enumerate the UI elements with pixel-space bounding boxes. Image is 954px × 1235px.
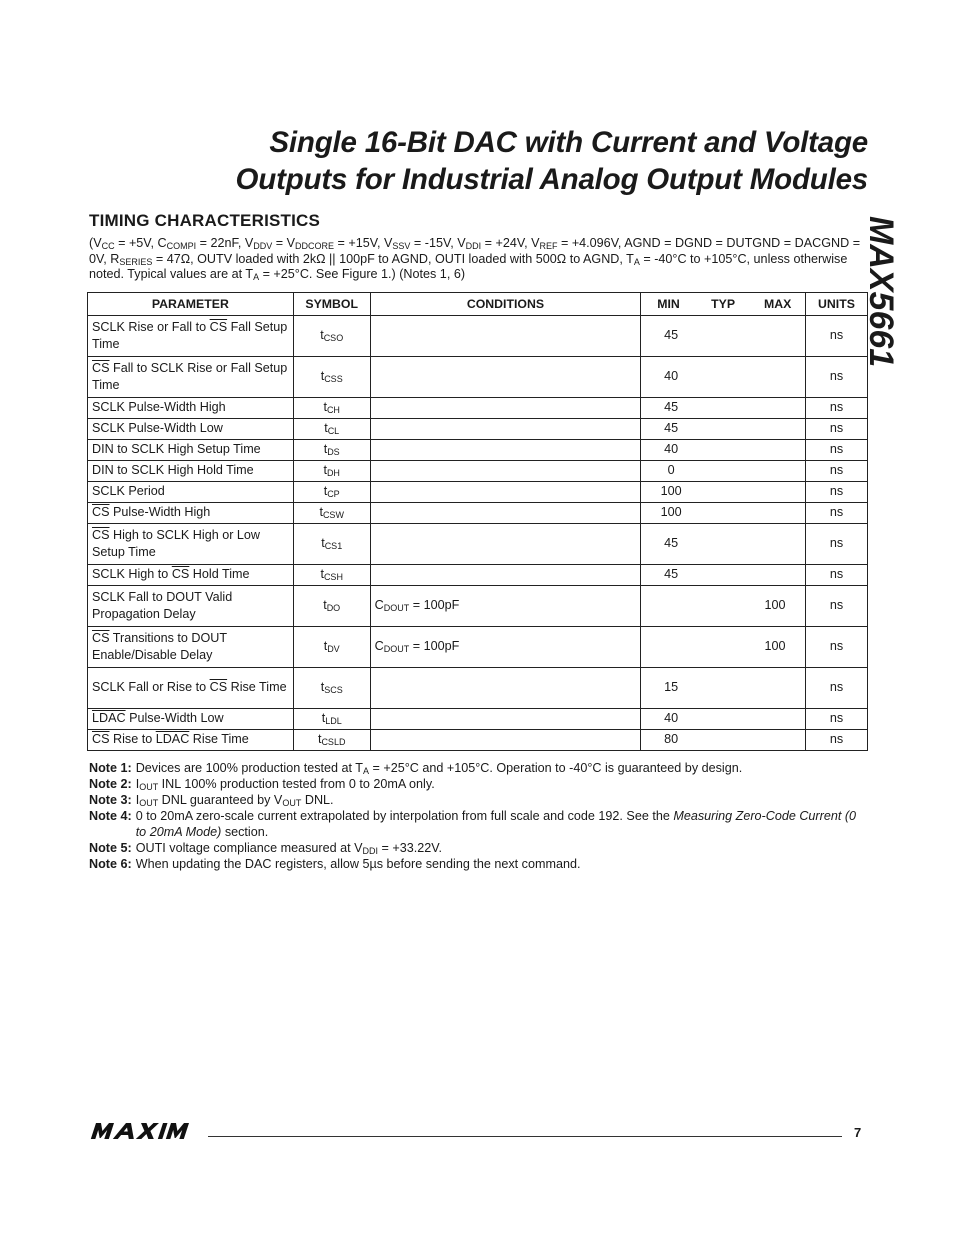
cell-typ <box>697 441 749 459</box>
table-row <box>88 316 868 357</box>
cell-parameter: $\overline{CS}$ High to SCLK High or Low Setup Time <box>88 524 294 565</box>
cell-units: ns <box>806 482 868 503</box>
cell-symbol: $t_{DO}$ <box>293 586 370 627</box>
cell-min-typ-max <box>641 565 806 586</box>
cell-conditions <box>370 565 641 586</box>
table-row <box>88 503 868 524</box>
cell-symbol: $t_{CH}$ <box>293 398 370 419</box>
timing-table-body <box>88 316 868 751</box>
cell-conditions <box>370 461 641 482</box>
header-conditions: CONDITIONS <box>370 293 641 316</box>
cell-min: 80 <box>664 732 679 747</box>
note-label: Note 3: <box>89 793 132 807</box>
cell-parameter: $\overline{CS}$ Rise to LDAC Rise Time <box>88 730 294 751</box>
cell-conditions <box>370 419 641 440</box>
cell-min: 45 <box>664 421 679 436</box>
cell-symbol: $t_{CL}$ <box>293 419 370 440</box>
note-label: Note 1: <box>89 761 132 775</box>
cell-parameter: DIN to SCLK High Hold Time <box>88 461 294 482</box>
cell-parameter: SCLK Pulse-Width Low <box>88 419 294 440</box>
cell-units: ns <box>806 586 868 627</box>
section-heading: TIMING CHARACTERISTICS <box>89 211 321 230</box>
cell-symbol: $t_{CSS}$ <box>293 357 370 398</box>
cell-symbol: $t_{SCS}$ <box>293 668 370 709</box>
cell-min: 45 <box>664 400 679 415</box>
cell-conditions <box>370 709 641 730</box>
cell-max <box>749 399 801 417</box>
note-text: $I_{OUT}$ DNL guaranteed by $V_{OUT}$ DNL. <box>135 793 334 808</box>
cell-max <box>749 679 801 697</box>
cell-min: 40 <box>664 711 679 726</box>
cell-units: ns <box>806 709 868 730</box>
cell-parameter: SCLK High to $\overline{CS}$ Hold Time <box>88 565 294 586</box>
test-conditions: ($V_{CC} = +5V$, $C_{COMPI} = 22nF$, $V_{DDV} = V_{DDCORE} = +15V$, $V_{SSV} = -15V$, $V_{DDI} = +24V$, $V_{REF} = +4.096V$, AGND = DGND = DUTGND = DACGND = 0V, $R_{SERIES} = 47\Omega$, OUTV loaded with 2kΩ || 100pF to AGND, OUTI loaded with 500Ω to AGND, $T_A = -40^\circ C$ to +105°C, unless otherwise noted. Typical values are at $T_A = +25^\circ C$. See Figure 1.) (Notes 1, 6) <box>89 236 861 282</box>
header-parameter: PARAMETER <box>88 293 294 316</box>
header-max: MAX <box>764 297 792 311</box>
cell-parameter: DIN to SCLK High Setup Time <box>88 440 294 461</box>
cell-min: 100 <box>660 505 682 520</box>
note-item <box>89 776 869 792</box>
cell-max <box>749 504 801 522</box>
cell-min-typ-max <box>641 461 806 482</box>
header-symbol: SYMBOL <box>293 293 370 316</box>
cell-units: ns <box>806 730 868 751</box>
cell-units: ns <box>806 503 868 524</box>
cell-max <box>749 462 801 480</box>
cell-max <box>749 327 801 345</box>
header-typ: TYP <box>711 297 736 311</box>
cell-parameter: SCLK Fall or Rise to $\overline{CS}$ Rise Time <box>88 668 294 709</box>
cell-min-typ-max <box>641 316 806 357</box>
cell-conditions <box>370 503 641 524</box>
cell-typ <box>697 327 749 345</box>
table-row <box>88 709 868 730</box>
note-item <box>89 840 869 856</box>
cell-symbol: $t_{CSLD}$ <box>293 730 370 751</box>
cell-min-typ-max <box>641 668 806 709</box>
note-item <box>89 856 869 872</box>
cell-parameter: SCLK Period <box>88 482 294 503</box>
table-row <box>88 524 868 565</box>
cell-units: ns <box>806 316 868 357</box>
cell-parameter: $\overline{CS}$ Fall to SCLK Rise or Fall Setup Time <box>88 357 294 398</box>
table-row <box>88 586 868 627</box>
table-row <box>88 627 868 668</box>
header-units: UNITS <box>806 293 868 316</box>
cell-conditions <box>370 357 641 398</box>
page-title <box>90 124 868 198</box>
timing-table <box>87 292 868 751</box>
cell-typ <box>697 710 749 728</box>
title-line-2: Outputs for Industrial Analog Output Modules <box>235 163 868 196</box>
table-row <box>88 730 868 751</box>
cell-max <box>749 483 801 501</box>
cell-parameter: SCLK Pulse-Width High <box>88 398 294 419</box>
cell-parameter: LDAC Pulse-Width Low <box>88 709 294 730</box>
cell-conditions: $C_{DOUT} = 100pF$ <box>370 627 641 668</box>
cell-symbol: $t_{CS1}$ <box>293 524 370 565</box>
cell-min-typ-max <box>641 524 806 565</box>
cell-typ <box>697 504 749 522</box>
table-row <box>88 419 868 440</box>
cell-units: ns <box>806 565 868 586</box>
cell-min-typ-max <box>641 730 806 751</box>
note-text: Devices are 100% production tested at $T_A = +25^\circ C$ and +105°C. Operation to -40°C is guaranteed by design. <box>135 761 743 776</box>
cell-parameter: SCLK Rise or Fall to $\overline{CS}$ Fall Setup Time <box>88 316 294 357</box>
note-item <box>89 760 869 776</box>
cell-min: 40 <box>664 442 679 457</box>
cell-min: 45 <box>664 536 679 551</box>
cell-max <box>749 420 801 438</box>
cell-symbol: $t_{CSH}$ <box>293 565 370 586</box>
cell-min <box>645 638 697 656</box>
table-row <box>88 440 868 461</box>
cell-min-typ-max <box>641 586 806 627</box>
cell-min-typ-max <box>641 627 806 668</box>
cell-symbol: $t_{CP}$ <box>293 482 370 503</box>
note-text: $I_{OUT}$ INL 100% production tested from 0 to 20mA only. <box>135 777 435 792</box>
cell-max <box>749 441 801 459</box>
cell-min-typ-max <box>641 709 806 730</box>
cell-min-typ-max <box>641 482 806 503</box>
cell-symbol: $t_{CSW}$ <box>293 503 370 524</box>
cell-min-typ-max <box>641 398 806 419</box>
note-label: Note 4: <box>89 809 132 823</box>
cell-units: ns <box>806 398 868 419</box>
cell-parameter: SCLK Fall to DOUT Valid Propagation Delay <box>88 586 294 627</box>
cell-symbol: $t_{CSO}$ <box>293 316 370 357</box>
cell-min-typ-max <box>641 440 806 461</box>
note-text: 0 to 20mA zero-scale current extrapolated by interpolation from full scale and code 192. See the Measuring Zero-Code Current (0 to 20mA Mode) section. <box>135 809 857 839</box>
cell-typ <box>697 679 749 697</box>
cell-units: ns <box>806 627 868 668</box>
cell-min: 45 <box>664 328 679 343</box>
cell-min: 100 <box>660 484 682 499</box>
note-item <box>89 808 869 840</box>
cell-max <box>749 368 801 386</box>
header-min-typ-max <box>641 293 806 316</box>
note-text: When updating the DAC registers, allow 5µs before sending the next command. <box>135 857 581 871</box>
cell-typ <box>697 566 749 584</box>
table-row <box>88 668 868 709</box>
maxim-logo <box>88 1123 196 1144</box>
cell-conditions: $C_{DOUT} = 100pF$ <box>370 586 641 627</box>
note-label: Note 2: <box>89 777 132 791</box>
cell-conditions <box>370 668 641 709</box>
note-item <box>89 792 869 808</box>
side-part-number: MAX5661 <box>862 216 900 368</box>
cell-parameter: $\overline{CS}$ Pulse-Width High <box>88 503 294 524</box>
cell-units: ns <box>806 357 868 398</box>
cell-min: 15 <box>664 680 679 695</box>
cell-units: ns <box>806 419 868 440</box>
cell-conditions <box>370 730 641 751</box>
cell-conditions <box>370 482 641 503</box>
page-number: 7 <box>854 1125 862 1140</box>
cell-symbol: $t_{DH}$ <box>293 461 370 482</box>
cell-symbol: $t_{LDL}$ <box>293 709 370 730</box>
cell-min-typ-max <box>641 419 806 440</box>
header-min: MIN <box>657 297 680 311</box>
table-header-row <box>88 293 868 316</box>
cell-conditions <box>370 524 641 565</box>
cell-conditions <box>370 316 641 357</box>
table-row <box>88 565 868 586</box>
cell-units: ns <box>806 524 868 565</box>
footer-rule <box>208 1136 842 1137</box>
table-row <box>88 357 868 398</box>
table-row <box>88 482 868 503</box>
cell-max: 100 <box>764 598 786 613</box>
cell-symbol: $t_{DV}$ <box>293 627 370 668</box>
cell-units: ns <box>806 440 868 461</box>
cell-parameter: $\overline{CS}$ Transitions to DOUT Enable/Disable Delay <box>88 627 294 668</box>
cell-symbol: $t_{DS}$ <box>293 440 370 461</box>
cell-min-typ-max <box>641 503 806 524</box>
cell-max <box>749 535 801 553</box>
cell-min: 40 <box>664 369 679 384</box>
cell-min: 45 <box>664 567 679 582</box>
cell-max <box>749 710 801 728</box>
table-row <box>88 461 868 482</box>
cell-max <box>749 731 801 749</box>
cell-typ <box>697 638 749 656</box>
cell-typ <box>697 420 749 438</box>
note-text: OUTI voltage compliance measured at $V_{DDI} = +33.22V$. <box>135 841 442 856</box>
cell-units: ns <box>806 668 868 709</box>
cell-max <box>749 566 801 584</box>
cell-conditions <box>370 398 641 419</box>
cell-typ <box>697 597 749 615</box>
cell-min-typ-max <box>641 357 806 398</box>
note-label: Note 5: <box>89 841 132 855</box>
table-row <box>88 398 868 419</box>
cell-min: 0 <box>667 463 675 478</box>
cell-max: 100 <box>764 639 786 654</box>
cell-typ <box>697 535 749 553</box>
cell-typ <box>697 368 749 386</box>
cell-conditions <box>370 440 641 461</box>
cell-min <box>645 597 697 615</box>
cell-typ <box>697 483 749 501</box>
cell-typ <box>697 399 749 417</box>
notes <box>89 760 869 872</box>
cell-typ <box>697 462 749 480</box>
cell-typ <box>697 731 749 749</box>
title-line-1: Single 16-Bit DAC with Current and Voltage <box>269 126 868 159</box>
note-label: Note 6: <box>89 857 132 871</box>
cell-units: ns <box>806 461 868 482</box>
